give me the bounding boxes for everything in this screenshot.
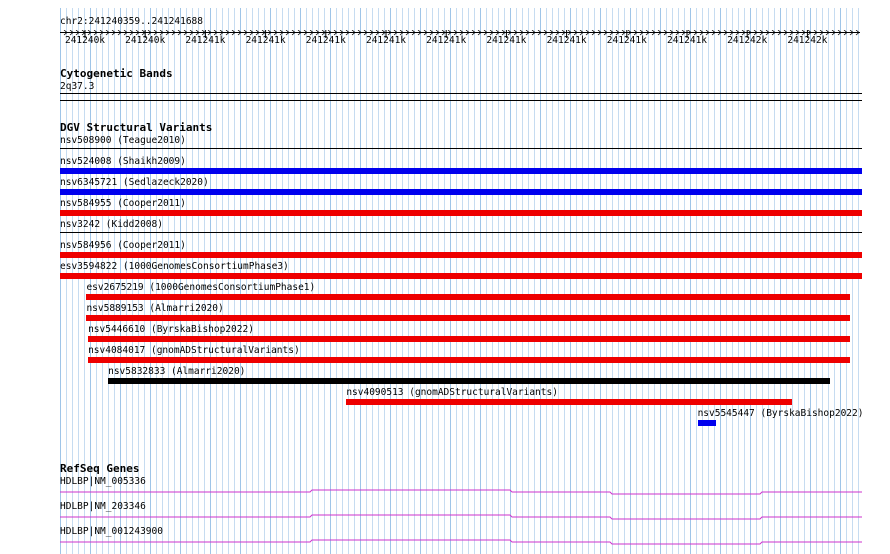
locus-label: chr2:241240359..241241688 bbox=[60, 16, 203, 27]
dgv-variant-line[interactable] bbox=[60, 232, 862, 233]
refseq-track-title[interactable]: RefSeq Genes bbox=[60, 462, 140, 475]
ruler-tick-label: 241241k bbox=[365, 35, 407, 46]
ruler-tick-label: 241242k bbox=[787, 35, 828, 46]
dgv-variant-bar[interactable] bbox=[60, 189, 862, 195]
dgv-variant-label[interactable]: nsv5545447 (ByrskaBishop2022) bbox=[697, 408, 864, 419]
track-divider bbox=[60, 100, 862, 101]
dgv-variant-label[interactable]: esv2675219 (1000GenomesConsortiumPhase1) bbox=[86, 282, 316, 293]
dgv-variant-bar[interactable] bbox=[698, 420, 716, 426]
dgv-variant-bar[interactable] bbox=[60, 273, 862, 279]
dgv-variant-bar[interactable] bbox=[86, 294, 850, 300]
dgv-variant-bar[interactable] bbox=[346, 399, 792, 405]
refseq-gene-label[interactable]: HDLBP|NM_203346 bbox=[60, 501, 146, 512]
ruler-tick-label: 241241k bbox=[305, 35, 346, 46]
ruler-tick-label: 241241k bbox=[245, 35, 286, 46]
dgv-variant-label[interactable]: nsv4084017 (gnomADStructuralVariants) bbox=[88, 345, 300, 356]
ruler-tick-label: 241242k bbox=[727, 35, 768, 46]
dgv-variant-bar[interactable] bbox=[86, 315, 850, 321]
dgv-variant-label[interactable]: nsv4090513 (gnomADStructuralVariants) bbox=[346, 387, 558, 398]
ruler-tick-label: 241241k bbox=[486, 35, 527, 46]
dgv-variant-bar[interactable] bbox=[60, 210, 862, 216]
gene-intron-line bbox=[60, 490, 862, 494]
dgv-variant-bar[interactable] bbox=[88, 336, 850, 342]
dgv-variant-bar[interactable] bbox=[108, 378, 830, 384]
refseq-gene-label[interactable]: HDLBP|NM_001243900 bbox=[60, 526, 163, 537]
dgv-variant-label[interactable]: nsv5446610 (ByrskaBishop2022) bbox=[88, 324, 254, 335]
ruler-tick-label: 241241k bbox=[426, 35, 467, 46]
refseq-gene-model[interactable] bbox=[60, 486, 862, 498]
dgv-variant-label[interactable]: nsv6345721 (Sedlazeck2020) bbox=[60, 177, 209, 188]
cytoband-label: 2q37.3 bbox=[60, 81, 95, 92]
ruler-tick-label: 241241k bbox=[546, 35, 587, 46]
dgv-variant-label[interactable]: nsv5832833 (Almarri2020) bbox=[108, 366, 246, 377]
refseq-gene-model[interactable] bbox=[60, 536, 862, 548]
gene-intron-line bbox=[60, 540, 862, 544]
dgv-variant-bar[interactable] bbox=[60, 168, 862, 174]
ruler-tick-label: 241241k bbox=[666, 35, 708, 46]
dgv-variant-label[interactable]: nsv584955 (Cooper2011) bbox=[60, 198, 186, 209]
dgv-variant-bar[interactable] bbox=[60, 252, 862, 258]
cytobands-track-title[interactable]: Cytogenetic Bands bbox=[60, 67, 173, 80]
ruler-tick-label: 241240k bbox=[64, 35, 106, 46]
dgv-variant-label[interactable]: nsv5889153 (Almarri2020) bbox=[86, 303, 224, 314]
dgv-variant-label[interactable]: nsv584956 (Cooper2011) bbox=[60, 240, 186, 251]
ruler-tick-label: 241240k bbox=[125, 35, 166, 46]
dgv-variant-label[interactable]: nsv3242 (Kidd2008) bbox=[60, 219, 163, 230]
dgv-variant-bar[interactable] bbox=[88, 357, 850, 363]
gene-intron-line bbox=[60, 515, 862, 519]
ruler-tick-label: 241241k bbox=[606, 35, 647, 46]
refseq-gene-label[interactable]: HDLBP|NM_005336 bbox=[60, 476, 146, 487]
dgv-variant-label[interactable]: esv3594822 (1000GenomesConsortiumPhase3) bbox=[60, 261, 289, 272]
ruler-tick-label: 241241k bbox=[185, 35, 226, 46]
dgv-variant-label[interactable]: nsv524008 (Shaikh2009) bbox=[60, 156, 186, 167]
dgv-variant-line[interactable] bbox=[60, 148, 862, 149]
refseq-gene-model[interactable] bbox=[60, 511, 862, 523]
dgv-track-title[interactable]: DGV Structural Variants bbox=[60, 121, 213, 134]
dgv-variant-label[interactable]: nsv508900 (Teague2010) bbox=[60, 135, 186, 146]
cytoband-track-line bbox=[60, 93, 862, 94]
